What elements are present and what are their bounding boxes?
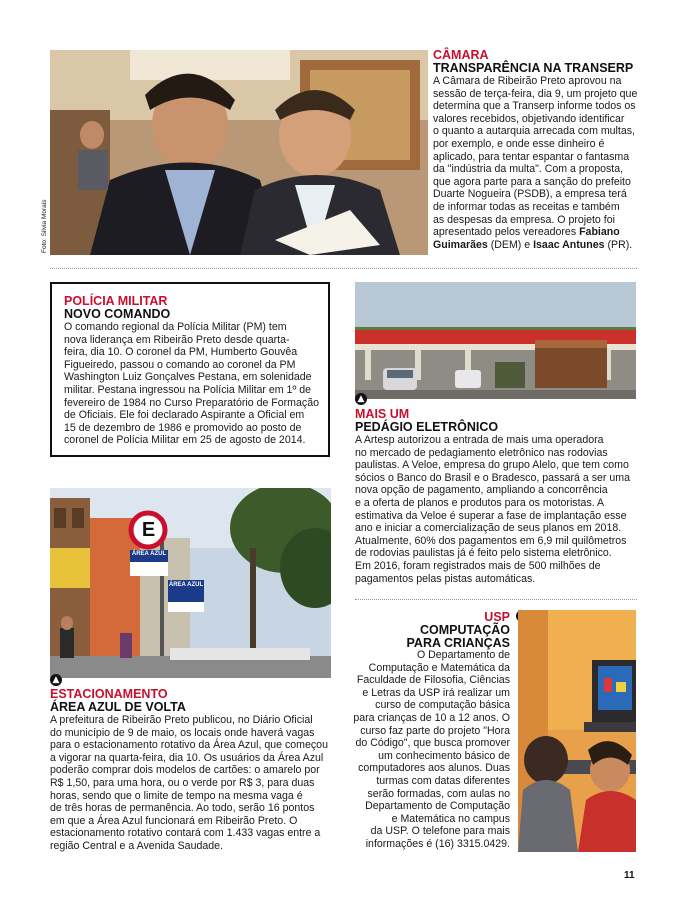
text-line: militar. Pestana ingressou na Polícia Militar em 1º de	[64, 383, 312, 396]
text-line: poderão comprar dois modelos de cartões: o amarelo por	[50, 764, 320, 777]
text-line: Computação e Matemática da	[368, 661, 510, 674]
text-line: de Oficiais. Ele foi declarado Aspirante a Oficial em	[64, 409, 305, 422]
councilor-name: Fabiano	[579, 226, 620, 239]
estacionamento-kicker: ESTACIONAMENTO	[50, 687, 168, 701]
text-line: as despesas da empresa. O projeto foi	[433, 213, 615, 226]
text-line: curso de computação básica	[375, 699, 510, 712]
usp-headline-line1: COMPUTAÇÃO	[419, 623, 510, 637]
text-line: Atualmente, 60% dos pagamentos em 6,9 mil quilômetros	[355, 534, 627, 547]
text-line: A Artesp autorizou a entrada de mais uma operadora	[355, 434, 604, 446]
caption-marker-icon: ▲	[355, 393, 367, 405]
text-line: computadores aos alunos. Duas	[358, 762, 510, 775]
camara-body	[433, 75, 643, 251]
text-line: ano e iniciar a comercialização de seus planos em 2018.	[355, 522, 622, 535]
text-line: região Central e a Avenida Saudade.	[50, 839, 223, 852]
text-line: coronel de Polícia Militar em 25 de agosto de 2014.	[64, 434, 306, 447]
text-line: e a oferta de planos e produtos para os motoristas. A	[355, 496, 605, 509]
text-line: Duarte Nogueira (PSDB), a empresa terá	[433, 188, 627, 201]
text-line: nova liderança em Ribeirão Preto desde quarta-	[64, 333, 290, 346]
usp-body	[330, 649, 510, 851]
text-line: curso faz parte do projeto "Hora	[360, 724, 510, 737]
text-line: no mercado de pedagiamento eletrônico nas rodovias	[355, 446, 608, 459]
text-line: do Código", que busca promover	[355, 737, 510, 750]
text-line: para o estacionamento rotativo da Área Azul, que começou	[50, 739, 328, 752]
text-line: estimativa da Veloe é superar a fase de implantação esse	[355, 509, 627, 522]
estacionamento-headline: ÁREA AZUL DE VOLTA	[50, 700, 186, 714]
camara-headline: TRANSPARÊNCIA NA TRANSERP	[433, 61, 634, 75]
party-text: (PR).	[604, 238, 633, 251]
text-line	[433, 226, 643, 239]
text-line: O comando regional da Polícia Militar (PM) tem	[64, 321, 287, 333]
text-line: de informar todas as receitas e também	[433, 200, 620, 213]
text-line: informações é (16) 3315.0429.	[365, 837, 510, 850]
text-line: o quanto a autarquia arrecada com multas,	[433, 125, 635, 138]
party-text: (DEM) e	[487, 238, 534, 251]
text-line: para crianças de 10 a 12 anos. O	[353, 711, 510, 724]
text-span: apresentado pelos vereadores	[433, 226, 577, 239]
councilor-name: Guimarães	[433, 238, 488, 251]
text-line: do município de 9 de maio, os locais onde haverá vagas	[50, 726, 315, 739]
text-line: um conhecimento básico de	[378, 749, 510, 762]
text-line: pagamentos pelas pistas automáticas.	[355, 572, 536, 585]
text-line: turmas com datas diferentes	[376, 774, 510, 787]
text-line: Faculdade de Filosofia, Ciências	[356, 674, 510, 687]
text-line: e Letras da USP irá realizar um	[362, 686, 510, 699]
text-line: nova opção de pagamento, ampliando a concorrência	[355, 484, 608, 497]
text-line: estacionamento rotativo contará com 1.433 vagas entre a	[50, 827, 321, 840]
parking-sign-text: ÁREA AZUL	[131, 551, 167, 557]
toll-photo	[355, 282, 636, 399]
estacionamento-body	[50, 714, 340, 853]
text-line: Washington Luiz Gonçalves Pestana, em solenidade	[64, 371, 312, 384]
text-line	[433, 239, 643, 252]
text-line: que agora parte para a sanção do prefeito	[433, 175, 631, 188]
camara-photo	[50, 50, 428, 255]
text-line: A Câmara de Ribeirão Preto aprovou na	[433, 75, 622, 87]
parking-sign2-text: ÁREA AZUL	[168, 582, 204, 588]
photo-credit: Foto: Silvia Morais	[41, 199, 48, 253]
text-line: de três horas de permanência. Ao todo, serão 16 pontos	[50, 802, 315, 815]
text-line: por exemplo, e onde esse dinheiro é	[433, 137, 605, 150]
text-line: aplicado, para tentar espantar o fantasma	[433, 150, 630, 163]
camara-kicker: CÂMARA	[433, 48, 489, 62]
text-line: determina que a Transerp informe todos os	[433, 100, 636, 113]
section-divider	[355, 599, 637, 600]
text-line: sócios o Banco do Brasil e o Bradesco, passará a ser uma	[355, 471, 630, 484]
text-line: da USP. O telefone para mais	[370, 825, 510, 838]
policia-body	[64, 321, 326, 447]
text-line: da "indústria da multa". Com a proposta,	[433, 163, 624, 176]
usp-headline-line2: PARA CRIANÇAS	[406, 636, 510, 650]
text-line: Em 2016, foram registrados mais de 500 milhões de	[355, 559, 601, 572]
policia-headline: NOVO COMANDO	[64, 307, 171, 321]
text-line: horas, sendo que o limite de tempo na mesma vaga é	[50, 789, 303, 802]
pedagio-kicker: MAIS UM	[355, 407, 410, 421]
section-divider	[50, 268, 637, 269]
text-line: em que a Área Azul funcionará em Ribeirão Preto. O	[50, 814, 298, 827]
page-number: 11	[624, 870, 635, 881]
text-line: valores recebidos, objetivando identificar	[433, 112, 625, 125]
text-line: fevereiro de 1984 no Curso Preparatório de Formação	[64, 396, 319, 409]
pedagio-body	[355, 434, 640, 585]
councilor-name: Isaac Antunes	[533, 238, 605, 251]
text-line: feira, dia 10. O coronel da PM, Humberto Gouvêa	[64, 346, 298, 359]
text-line: de rodovias paulistas já é feito pelo sistema eletrônico.	[355, 547, 612, 560]
text-line: Departamento de Computação	[365, 800, 510, 813]
text-line: A prefeitura de Ribeirão Preto publicou, no Diário Oficial	[50, 714, 313, 726]
caption-marker-icon: ▲	[50, 674, 62, 686]
text-line: R$ 1,50, para uma hora, ou o verde por R$ 3, para duas	[50, 776, 315, 789]
text-line: 15 de dezembro de 1986 e promovido ao posto de	[64, 421, 302, 434]
text-line: Figueiredo, passou o comando ao coronel da PM	[64, 358, 296, 371]
policia-kicker: POLÍCIA MILITAR	[64, 294, 168, 308]
pedagio-headline: PEDÁGIO ELETRÔNICO	[355, 420, 499, 434]
text-line: e Matemática no campus	[391, 812, 510, 825]
parking-sign-letter: E	[141, 519, 156, 541]
usp-kicker: USP	[484, 610, 510, 624]
text-line: sessão de terça-feira, dia 9, um projeto que	[433, 87, 638, 100]
text-line: O Departamento de	[416, 649, 510, 661]
kids-computer-photo	[518, 610, 636, 852]
text-line: paulistas. A Veloe, empresa do grupo Alelo, que tem como	[355, 459, 629, 472]
text-line: serão formadas, com aulas no	[367, 787, 510, 800]
text-line: a vigorar na quarta-feira, dia 10. Os usuários da Área Azul	[50, 751, 324, 764]
